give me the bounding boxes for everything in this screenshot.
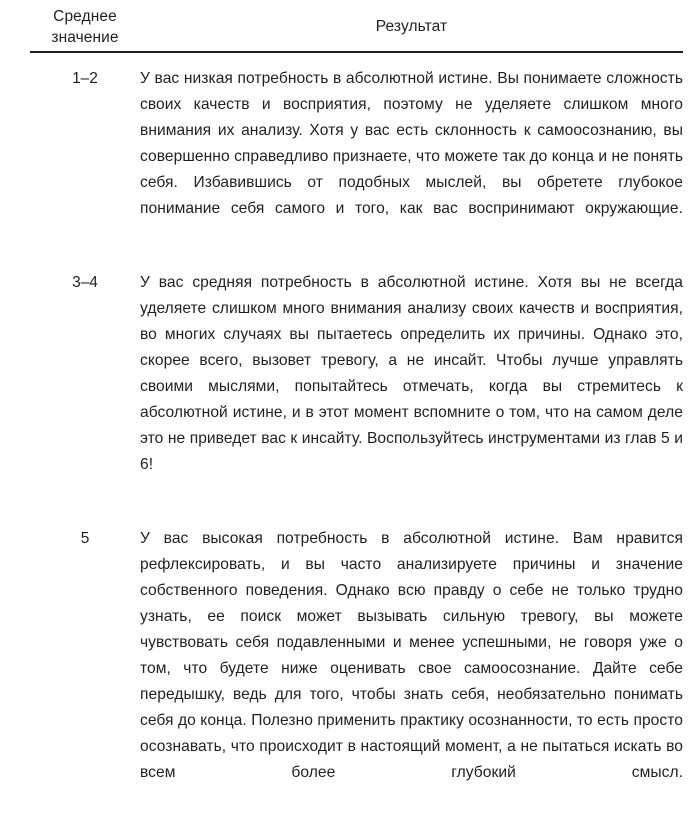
row-result-text: У вас низкая потребность в абсолютной истине. Вы понимаете сложность своих качеств и восприятия, поэтому не уделяете слишком много внимания их анализу. Хотя у вас есть склонность к самоосознанию, вы совершенно справедливо признаете, что можете так до конца и не понять себя. Избавившись от подобных мыслей, вы обретете глубокое понимание себя самого и того, как вас воспринимают окружающие. (140, 70, 683, 217)
row-result-text: У вас средняя потребность в абсолютной истине. Хотя вы не всегда уделяете слишком много внимания анализу своих качеств и восприятия, во многих случаях вы пытаетесь определить их причины. Однако это, скорее всего, вызовет тревогу, а не инсайт. Чтобы лучше управлять своими мыслями, попытайтесь отмечать, когда вы стремитесь к абсолютной истине, и в этот момент вспомните о том, что на самом деле это не приведет вас к инсайту. Воспользуйтесь инструментами из глав 5 и 6! (140, 274, 683, 473)
table-row (0, 510, 694, 818)
row-average-value: 3–4 (72, 274, 98, 291)
row-result (140, 510, 683, 818)
column-header-result: Результат (375, 18, 448, 35)
row-result-text: У вас высокая потребность в абсолютной истине. Вам нравится рефлексировать, и вы часто анализируете причины и значение собственного поведения. Однако всю правду о себе не только трудно узнать, ее поиск может вызывать сильную тревогу, вы можете чувствовать себя подавленными и менее успешными, не говоря уже о том, что будете ниже оценивать свое самоосознание. Дайте себе передышку, ведь для того, чтобы знать себя, необязательно понимать себя до конца. Полезно применить практику осознанности, то есть просто осознавать, что происходит в настоящий момент, а не пытаться искать во всем более глубокий смысл. (140, 530, 683, 781)
table-row (0, 51, 694, 254)
table-body (0, 51, 694, 818)
column-header-average-value (30, 6, 140, 48)
table-header (0, 0, 694, 51)
row-result (140, 254, 683, 510)
column-header-average-value-line1: Среднее (53, 8, 117, 25)
row-average-value: 5 (80, 530, 90, 547)
row-average-value: 1–2 (72, 70, 98, 87)
table-row (0, 254, 694, 510)
column-header-average-value-line2: значение (51, 29, 119, 46)
row-result (140, 51, 683, 254)
